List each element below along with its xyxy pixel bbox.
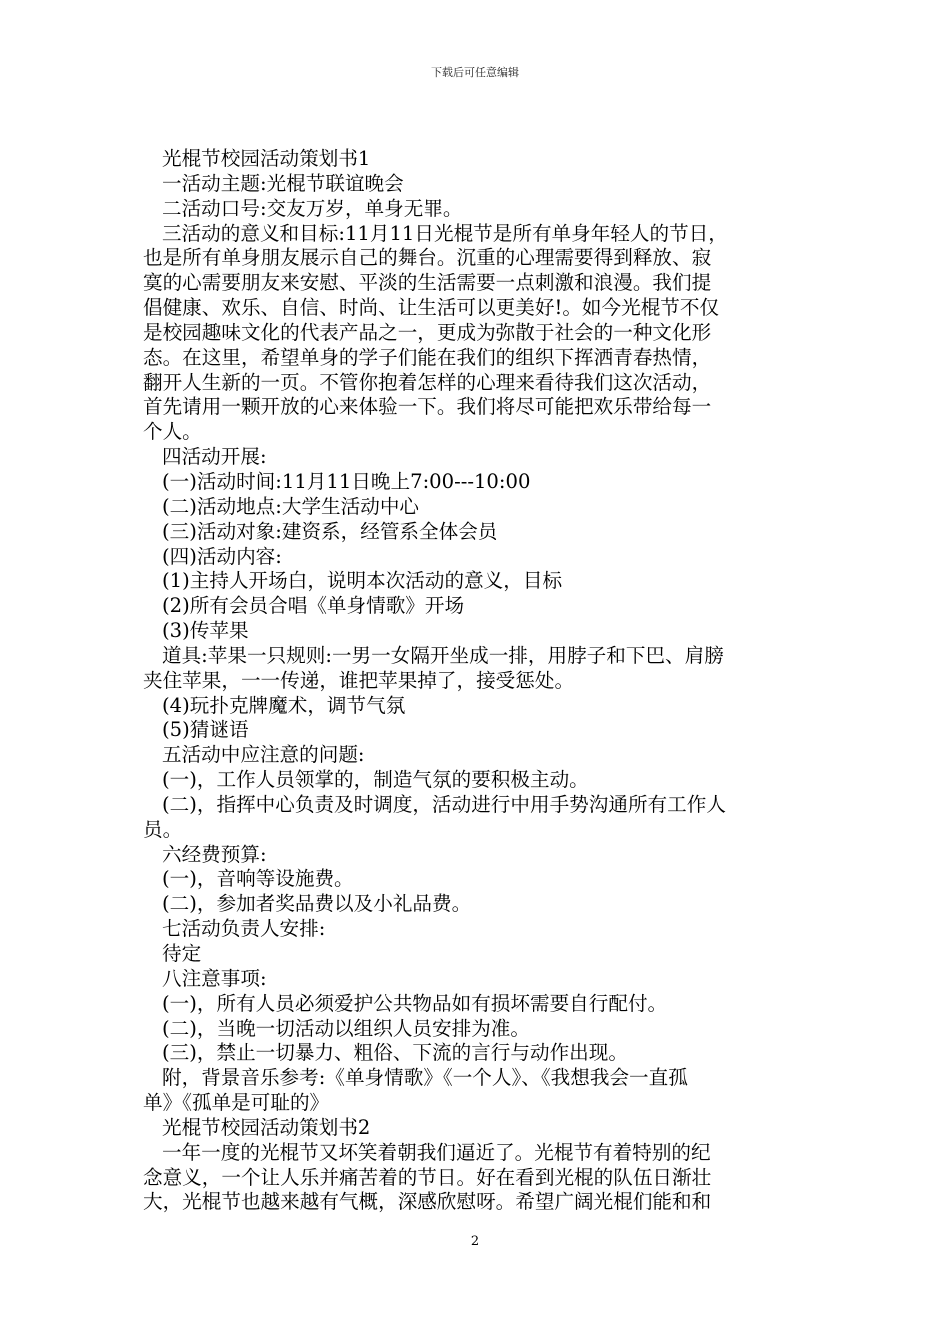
section-heading: 八注意事项: [162, 966, 267, 990]
document-body [143, 147, 811, 1215]
page-number: 2 [470, 1234, 480, 1249]
paragraph-line: (三)活动对象:建资系，经管系全体会员 [162, 519, 498, 543]
paragraph-line: 首先请用一颗开放的心来体验一下。我们将尽可能把欢乐带给每一 [143, 395, 712, 419]
paragraph-line: (一)，工作人员领掌的，制造气氛的要积极主动。 [162, 768, 589, 792]
document-title: 光棍节校园活动策划书1 [162, 147, 371, 170]
paragraph-line: (二)，指挥中心负责及时调度，活动进行中用手势沟通所有工作人 [162, 792, 726, 816]
paragraph-line: 二活动口号:交友万岁，单身无罪。 [162, 196, 463, 220]
paragraph-line: (5)猜谜语 [162, 718, 249, 742]
paragraph-line: 一活动主题:光棍节联谊晚会 [162, 171, 404, 195]
paragraph-line: (二)，参加者奖品费以及小礼品费。 [162, 892, 472, 916]
paragraph-line: 待定 [162, 942, 202, 965]
paragraph-line: (二)，当晚一切活动以组织人员安排为准。 [162, 1016, 530, 1040]
section-heading: 七活动负责人安排: [162, 917, 326, 941]
paragraph-line: 倡健康、欢乐、自信、时尚、让生活可以更美好!。如今光棍节不仅 [143, 296, 720, 320]
paragraph-line: 三活动的意义和目标:11月11日光棍节是所有单身年轻人的节日， [162, 221, 728, 245]
section-heading: 四活动开展: [162, 445, 267, 469]
paragraph-line: 一年一度的光棍节又坏笑着朝我们逼近了。光棍节有着特别的纪 [162, 1140, 711, 1164]
paragraph-line: (三)，禁止一切暴力、粗俗、下流的言行与动作出现。 [162, 1041, 628, 1065]
paragraph-line: 态。在这里，希望单身的学子们能在我们的组织下挥洒青春热情， [143, 345, 712, 369]
paragraph-line: 员。 [143, 817, 183, 841]
section-heading: 六经费预算: [162, 842, 267, 866]
paragraph-line: 单》《孤单是可耻的》 [143, 1091, 330, 1115]
paragraph-line: 是校园趣味文化的代表产品之一，更成为弥散于社会的一种文化形 [143, 320, 712, 344]
document-title: 光棍节校园活动策划书2 [162, 1115, 371, 1139]
paragraph-line: 道具:苹果一只规则:一男一女隔开坐成一排，用脖子和下巴、肩膀 [162, 643, 724, 667]
paragraph-line: (四)活动内容: [162, 544, 282, 568]
paragraph-line: 也是所有单身朋友展示自己的舞台。沉重的心理需要得到释放、寂 [143, 246, 712, 270]
paragraph-line: (一)，音响等设施费。 [162, 867, 354, 891]
paragraph-line: (2)所有会员合唱《单身情歌》开场 [162, 594, 465, 618]
paragraph-line: (二)活动地点:大学生活动中心 [162, 494, 420, 518]
paragraph-line: (4)玩扑克牌魔术，调节气氛 [162, 693, 406, 717]
paragraph-line: (1)主持人开场白，说明本次活动的意义，目标 [162, 569, 563, 593]
paragraph-line: 个人。 [143, 420, 202, 444]
paragraph-line: 寞的心需要朋友来安慰、平淡的生活需要一点刺激和浪漫。我们提 [143, 271, 712, 295]
paragraph-line: (3)传苹果 [162, 619, 249, 643]
paragraph-line: 夹住苹果，一一传递，谁把苹果掉了，接受惩处。 [143, 668, 575, 692]
paragraph-line: (一)活动时间:11月11日晚上7:00---10:00 [162, 469, 531, 493]
paragraph-line: 翻开人生新的一页。不管你抱着怎样的心理来看待我们这次活动， [143, 370, 712, 394]
page-header-note: 下载后可任意编辑 [431, 66, 519, 79]
section-heading: 五活动中应注意的问题: [162, 743, 365, 767]
paragraph-line: (一)，所有人员必须爱护公共物品如有损坏需要自行配付。 [162, 991, 668, 1015]
paragraph-line: 念意义，一个让人乐并痛苦着的节日。好在看到光棍的队伍日渐壮 [143, 1165, 712, 1189]
paragraph-line: 大，光棍节也越来越有气概，深感欣慰呀。希望广阔光棍们能和和 [143, 1190, 712, 1214]
paragraph-line: 附，背景音乐参考:《单身情歌》《一个人》、《我想我会一直孤 [162, 1066, 688, 1090]
